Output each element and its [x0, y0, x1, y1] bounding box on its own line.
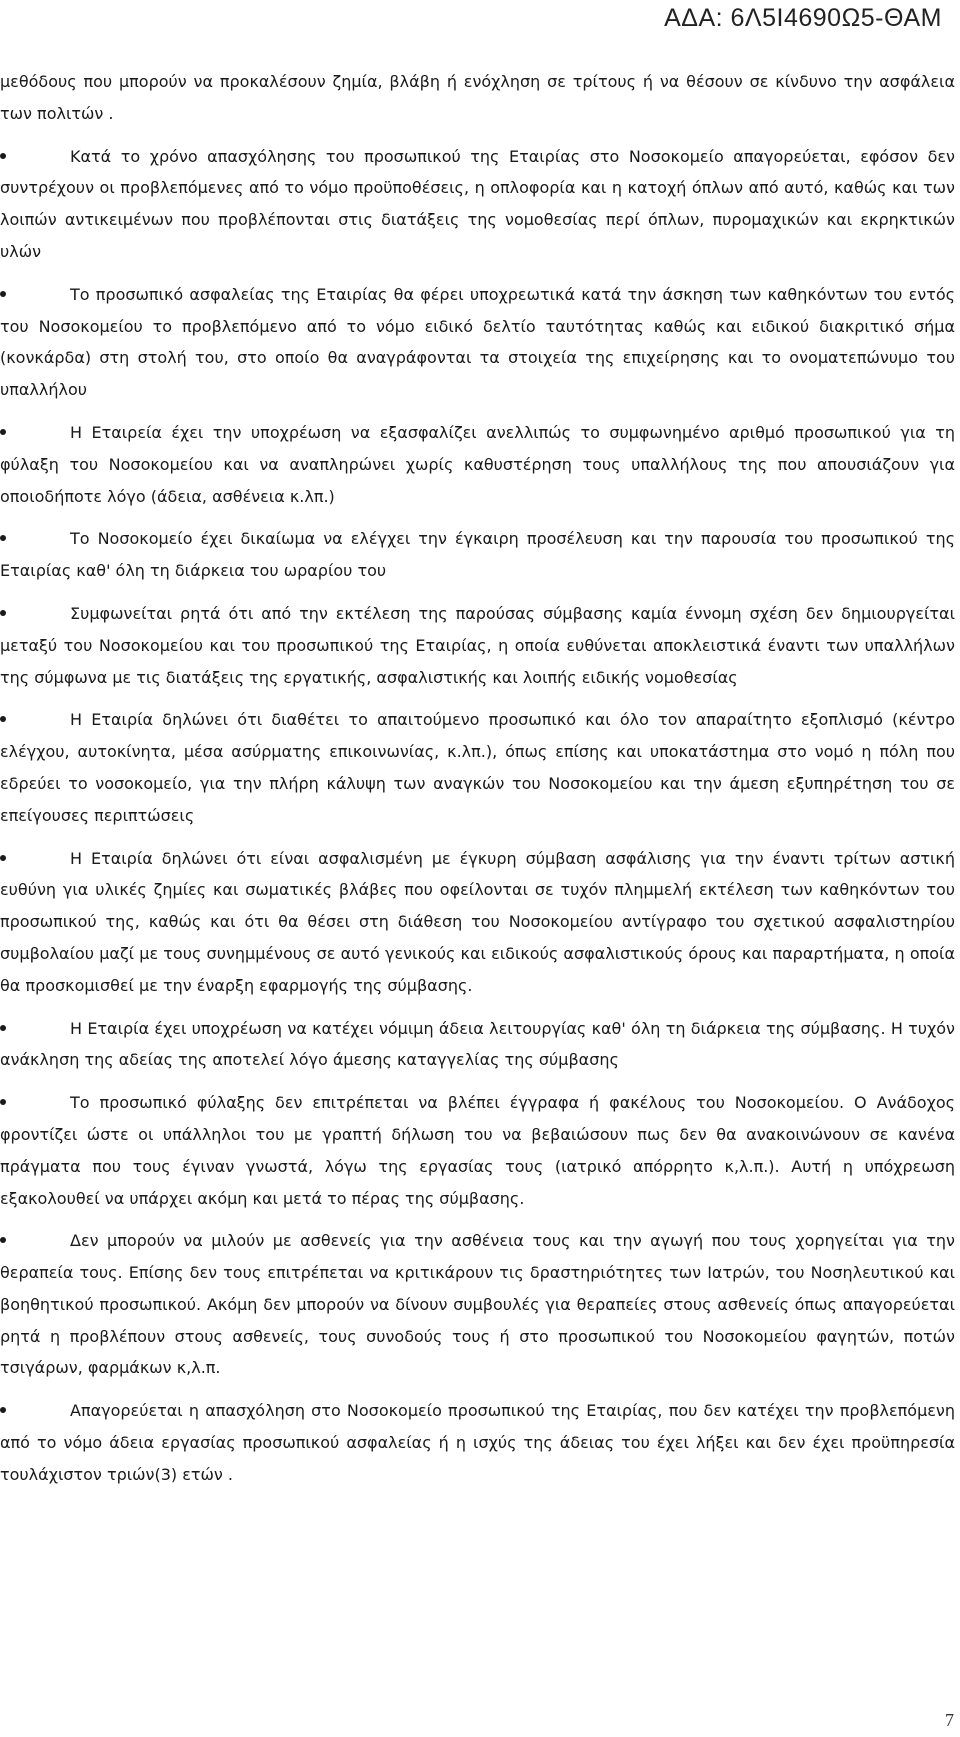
intro-paragraph: μεθόδους που μπορούν να προκαλέσουν ζημία, βλάβη ή ενόχληση σε τρίτους ή να θέσουν σε κίνδυνο την ασφάλεια των πολιτών . [0, 72, 955, 123]
bullet-item [0, 512, 955, 587]
bullet-text: Η Εταιρία έχει υποχρέωση να κατέχει νόμιμη άδεια λειτουργίας καθ' όλη τη διάρκεια της σύμβασης. Η τυχόν ανάκληση της αδείας της αποτελεί λόγο άμεσης καταγγελίας της σύμβασης [0, 1018, 955, 1070]
bullet-text: Το Νοσοκομείο έχει δικαίωμα να ελέγχει την έγκαιρη προσέλευση και την παρουσία του προσωπικού της Εταιρίας καθ' όλη τη διάρκεια του ωραρίου του [0, 529, 955, 581]
bullet-text: Δεν μπορούν να μιλούν με ασθενείς για την ασθένεια τους και την αγωγή που τους χορηγείται για την θεραπεία τους. Επίσης δεν τους επιτρέπεται να κριτικάρουν τις δραστηριότητες των Ιατρών, του Νοσηλευτικού και βοηθητικού προσωπικού. Ακόμη δεν μπορούν να δίνουν συμβουλές για θεραπείες στους ασθενείς όπως απαγορεύεται ρητά η προβλέπουν στους ασθενείς, τους συνοδούς τους ή στο προσωπικού του Νοσοκομείου φαγητών, ποτών τσιγάρων, φαρμάκων κ,λ.π. [0, 1231, 955, 1378]
bullet-text: Η Εταιρία δηλώνει ότι είναι ασφαλισμένη με έγκυρη σύμβαση ασφάλισης για την έναντι τρίτων αστική ευθύνη για υλικές ζημίες και σωματικές βλάβες που οφείλονται σε τυχόν πλημμελή εκτέλεση των καθηκόντων του προσωπικού της, καθώς και ότι θα θέσει στη διάθεση του Νοσοκομείου αντίγραφο του σχετικού ασφαλιστηρίου συμβολαίου μαζί με τους συνημμένους σε αυτό γενικούς και ειδικούς ασφαλιστικούς όρους και παραρτήματα, η οποία θα προσκομισθεί με την έναρξη εφαρμογής της σύμβασης. [0, 848, 955, 995]
bullet-item [0, 693, 955, 831]
bullet-item [0, 406, 955, 512]
bullet-item [0, 1002, 955, 1077]
bullet-item [0, 130, 955, 268]
bullet-text: Κατά το χρόνο απασχόλησης του προσωπικού της Εταιρίας στο Νοσοκομείο απαγορεύεται, εφόσον δεν συντρέχουν οι προβλεπόμενες από το νόμο προϋποθέσεις, η οπλοφορία και η κατοχή όπλων από αυτό, καθώς και των λοιπών αντικειμένων που προβλέπονται στις διατάξεις της νομοθεσίας περί όπλων, πυρομαχικών και εκρηκτικών υλών [0, 146, 955, 261]
bullet-text: Η Εταιρία δηλώνει ότι διαθέτει το απαιτούμενο προσωπικό και όλο τον απαραίτητο εξοπλισμό (κέντρο ελέγχου, αυτοκίνητα, μέσα ασύρματης επικοινωνίας, κ.λπ.), όπως επίσης και υποκατάστημα στο νομό η πόλη που εδρεύει το νοσοκομείο, για την πλήρη κάλυψη των αναγκών του Νοσοκομείου και την άμεση εξυπηρέτηση του σε επείγουσες περιπτώσεις [0, 710, 955, 825]
ada-code: ΑΔΑ: 6Λ5Ι4690Ω5-ΘΑΜ [664, 4, 942, 32]
bullet-text: Συμφωνείται ρητά ότι από την εκτέλεση της παρούσας σύμβασης καμία έννομη σχέση δεν δημιουργείται μεταξύ του Νοσοκομείου και του προσωπικού της Εταιρίας, η οποία ευθύνεται αποκλειστικά έναντι των υπαλλήλων της σύμφωνα με τις διατάξεις της εργατικής, ασφαλιστικής και λοιπής ειδικής νομοθεσίας [0, 603, 955, 687]
page-number: 7 [945, 1710, 954, 1730]
bullet-text: Το προσωπικό φύλαξης δεν επιτρέπεται να βλέπει έγγραφα ή φακέλους του Νοσοκομείου. Ο Ανάδοχος φροντίζει ώστε οι υπάλληλοι του με γραπτή δήλωση του να βεβαιώσουν πως δεν θα ανακοινώνουν σε κανένα πράγματα που τους έγιναν γνωστά, λόγω της εργασίας τους (ιατρικό απόρρητο κ,λ.π.). Αυτή η υπόχρεωση εξακολουθεί να υπάρχει ακόμη και μετά το πέρας της σύμβασης. [0, 1093, 955, 1208]
bullet-item [0, 1214, 955, 1384]
bullet-item [0, 1384, 955, 1490]
bullet-item [0, 587, 955, 693]
bullet-item [0, 268, 955, 406]
bullet-text: Το προσωπικό ασφαλείας της Εταιρίας θα φέρει υποχρεωτικά κατά την άσκηση των καθηκόντων του εντός του Νοσοκομείου το προβλεπόμενο από το νόμο ειδικό δελτίο ταυτότητας καθώς και ειδικού διακριτικό σήμα (κονκάρδα) στη στολή του, στο οποίο θα αναγράφονται τα στοιχεία της επιχείρησης και το ονοματεπώνυμο του υπαλλήλου [0, 284, 955, 400]
bullet-item [0, 832, 955, 1002]
document-body [0, 66, 955, 1491]
bullet-text: Η Εταιρεία έχει την υποχρέωση να εξασφαλίζει ανελλιπώς το συμφωνημένο αριθμό προσωπικού για τη φύλαξη του Νοσοκομείου και να αναπληρώνει χωρίς καθυστέρηση τους υπαλλήλους της που απουσιάζουν για οποιοδήποτε λόγο (άδεια, ασθένεια κ.λπ.) [0, 422, 955, 506]
bullet-list [0, 130, 955, 1491]
bullet-text: Απαγορεύεται η απασχόληση στο Νοσοκομείο προσωπικού της Εταιρίας, που δεν κατέχει την προβλεπόμενη από το νόμο άδεια εργασίας προσωπικού ασφαλείας ή η ισχύς της άδειας του έχει λήξει και δεν έχει προϋπηρεσία τουλάχιστον τριών(3) ετών . [0, 1401, 955, 1484]
bullet-item [0, 1076, 955, 1214]
